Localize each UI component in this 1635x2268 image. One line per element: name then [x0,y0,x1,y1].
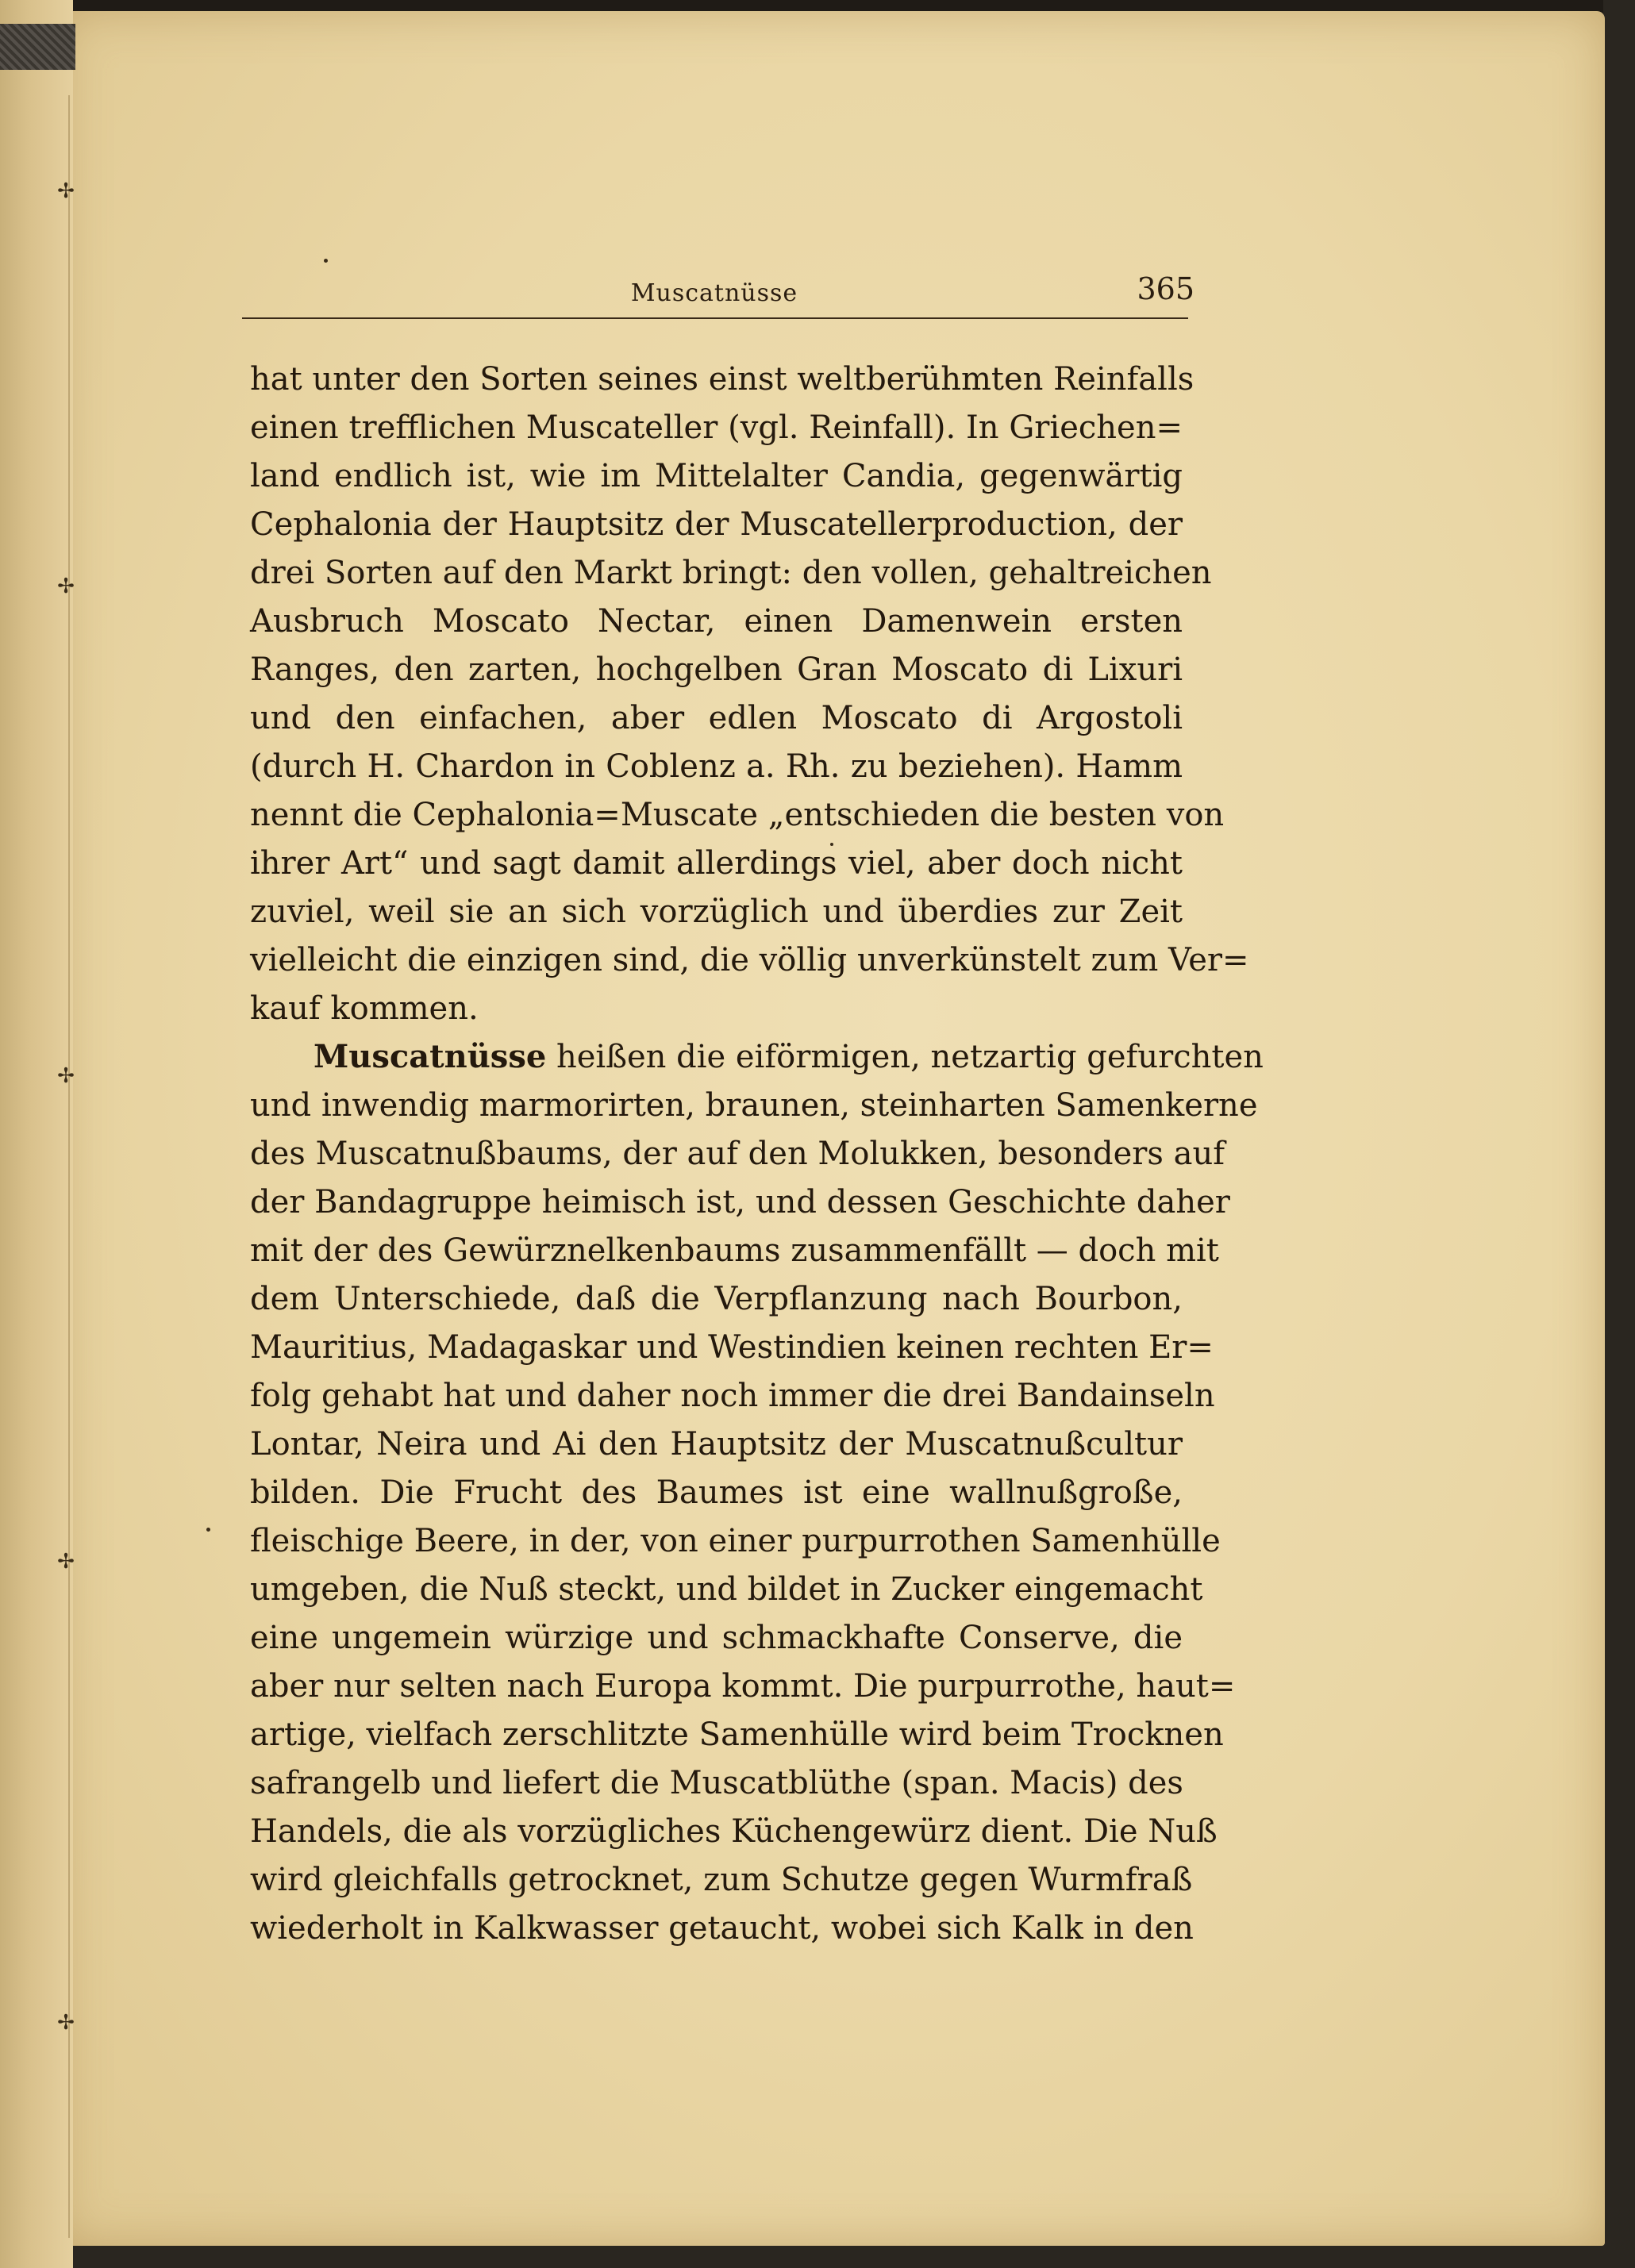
binding-stitch-icon: ✢ [57,575,75,598]
page-number: 365 [1137,271,1195,306]
text-line: Ranges, den zarten, hochgelben Gran Moscato di Lixuri [250,652,1183,688]
text-line: folg gehabt hat und daher noch immer die drei Bandainseln [250,1378,1215,1414]
text-line: drei Sorten auf den Markt bringt: den vollen, gehaltreichen [250,555,1212,591]
running-title: Muscatnüsse [630,279,798,307]
scanner-background-right [1603,0,1635,2268]
binding-stitch-icon: ✢ [57,1550,75,1574]
header-rule [242,317,1188,319]
binding-stitch-icon: ✢ [57,1064,75,1088]
text-line: Ausbruch Moscato Nectar, einen Damenwein ersten [250,603,1183,640]
gutter-line [68,95,70,2238]
text-line: vielleicht die einzigen sind, die völlig unverkünstelt zum Ver= [250,942,1249,978]
text-line [314,1033,1264,1081]
text-line: dem Unterschiede, daß die Verpflanzung nach Bourbon, [250,1281,1183,1317]
scanner-background-bottom [0,2244,1635,2268]
lemma-line-rest: heißen die eiförmigen, netzartig gefurchten [546,1039,1264,1075]
text-line: kauf kommen. [250,990,479,1027]
text-line: und den einfachen, aber edlen Moscato di Argostoli [250,700,1183,736]
text-line: umgeben, die Nuß steckt, und bildet in Zucker eingemacht [250,1571,1203,1608]
text-line: aber nur selten nach Europa kommt. Die purpurrothe, haut= [250,1668,1236,1705]
text-line: einen trefflichen Muscateller (vgl. Reinfall). In Griechen= [250,409,1183,446]
book-spine [0,0,73,2268]
paper-speck [324,259,328,263]
text-line: eine ungemein würzige und schmackhafte Conserve, die [250,1620,1183,1656]
paper-speck [206,1528,210,1532]
text-line: Lontar, Neira und Ai den Hauptsitz der Muscatnußcultur [250,1426,1183,1463]
text-line: des Muscatnußbaums, der auf den Molukken, besonders auf [250,1136,1225,1172]
lemma-headword: Muscatnüsse [314,1038,547,1075]
text-line: safrangelb und liefert die Muscatblüthe (span. Macis) des [250,1765,1183,1801]
text-line: Cephalonia der Hauptsitz der Muscatellerproduction, der [250,506,1183,543]
text-line: zuviel, weil sie an sich vorzüglich und überdies zur Zeit [250,894,1183,930]
text-line: wird gleichfalls getrocknet, zum Schutze gegen Wurmfraß [250,1862,1193,1898]
text-line: fleischige Beere, in der, von einer purpurrothen Samenhülle [250,1523,1221,1559]
text-line: mit der des Gewürznelkenbaums zusammenfällt — doch mit [250,1232,1219,1269]
binding-stitch-icon: ✢ [57,179,75,203]
text-line: ihrer Art“ und sagt damit allerdings viel, aber doch nicht [250,845,1183,882]
binding-cloth [0,24,75,70]
text-line: Mauritius, Madagaskar und Westindien keinen rechten Er= [250,1329,1214,1366]
text-line: artige, vielfach zerschlitzte Samenhülle wird beim Trocknen [250,1716,1224,1753]
text-line: der Bandagruppe heimisch ist, und dessen Geschichte daher [250,1184,1230,1220]
text-line: (durch H. Chardon in Coblenz a. Rh. zu beziehen). Hamm [250,748,1183,785]
text-line: wiederholt in Kalkwasser getaucht, wobei sich Kalk in den [250,1910,1194,1947]
text-line: Handels, die als vorzügliches Küchengewürz dient. Die Nuß [250,1813,1218,1850]
text-line: bilden. Die Frucht des Baumes ist eine wallnußgroße, [250,1474,1183,1511]
binding-stitch-icon: ✢ [57,2011,75,2035]
text-line: land endlich ist, wie im Mittelalter Candia, gegenwärtig [250,458,1183,494]
text-line: nennt die Cephalonia=Muscate „entschieden die besten von [250,797,1225,833]
text-line: hat unter den Sorten seines einst weltberühmten Reinfalls [250,361,1195,398]
text-line: und inwendig marmorirten, braunen, steinharten Samenkerne [250,1087,1258,1124]
